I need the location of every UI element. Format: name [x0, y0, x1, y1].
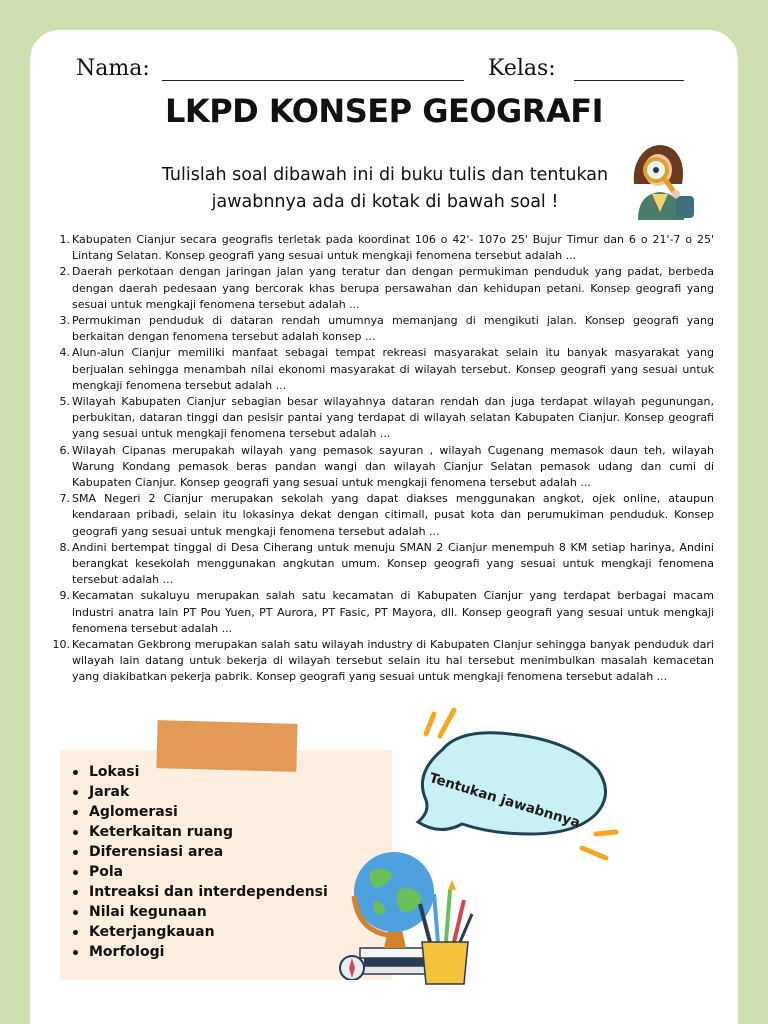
- question-number: 6.: [59, 443, 70, 457]
- question-item: [59, 540, 714, 589]
- question-list: [52, 232, 714, 686]
- answer-list: [72, 762, 328, 962]
- question-text: Wilayah Cipanas merupakah wilayah yang pemasok sayuran , wilayah Cugenang memasok daun teh, wilayah Warung Kondang pemasok beras pandan wangi dan wilayah Cianjur Selatan pemasok udang dan cumi di Kabupaten Cianjur. Konsep geografi yang sesuai untuk mengkaji fenomena tersebut adalah ...: [72, 443, 714, 490]
- bubble-text: Tentukan jawabnnya: [427, 770, 582, 832]
- question-number: 7.: [59, 492, 70, 506]
- question-number: 1.: [59, 233, 70, 246]
- question-text: Kabupaten Cianjur secara geografis terletak pada koordinat 106 o 42'- 107o 25' Bujur Timur dan 6 o 21'-7 o 25' Lintang Selatan. Konsep geografi yang sesuai untuk mengkaji fenomena tersebut adalah ...: [72, 233, 714, 263]
- question-number: 4.: [59, 346, 70, 360]
- question-text: SMA Negeri 2 Cianjur merupakan sekolah yang dapat diakses menggunakan angkot, ojek online, ataupun kendaraan pribadi, selain itu lokasinya dekat dengan citimall, pusat kota dan perumukiman penduduk. Konsep geografi yang sesuai untuk mengkaji fenomena tersebut adalah ...: [72, 492, 714, 538]
- answer-option: Diferensiasi area: [72, 842, 328, 862]
- question-item: [59, 394, 714, 443]
- question-text: Kecamatan Gekbrong merupakan salah satu wilayah industry di Kabupaten Cianjur sehingga banyak penduduk dari wilayah lain datang untuk bekerja di wilayah tersebut selain itu hal tersebut menimbulkan masalah kemacetan yang diakibatkan pekerja pabrik. Konsep geografi yang sesuai untuk mengkaji fenomena tersebut adalah ...: [72, 638, 714, 684]
- answer-option: Keterkaitan ruang: [72, 822, 328, 842]
- answer-option: Intreaksi dan interdependensi: [72, 882, 328, 902]
- instruction-line-1: Tulislah soal dibawah ini di buku tulis dan tentukan: [161, 165, 609, 185]
- answer-option: Keterjangkauan: [72, 922, 328, 942]
- question-number: 9.: [59, 589, 70, 603]
- question-number: 3.: [59, 314, 70, 328]
- question-item: [59, 345, 714, 394]
- question-text: Andini bertempat tinggal di Desa Ciherang untuk menuju SMAN 2 Cianjur menempuh 8 KM setiap harinya, Andini berangkat kesekolah menggunakan angkutan umum. Konsep geografi yang sesuai untuk mengkaji fenomena tersebut adalah ...: [72, 540, 714, 587]
- question-text: Kecamatan sukaluyu merupakan salah satu kecamatan di Kabupaten Cianjur yang terdapat berbagai macam industri anatra lain PT Pou Yuen, PT Aurora, PT Fasic, PT Mayora, dll. Konsep geografi yang sesuai untuk mengkaji fenomena tersebut adalah ...: [72, 589, 714, 635]
- question-text: Permukiman penduduk di dataran rendah umumnya memanjang di mengikuti jalan. Konsep geografi yang berkaitan dengan fenomena tersebut adalah konsep ...: [72, 314, 714, 344]
- question-text: Alun-alun Cianjur memiliki manfaat sebagai tempat rekreasi masyarakat selain itu banyak masyarakat yang berjualan sehingga menambah nilai ekonomi masyarakat di wilayah tersebut. Konsep geografi yang sesuai untuk mengkaji fenomena tersebut adalah ...: [72, 346, 714, 392]
- nama-blank-line[interactable]: [162, 80, 464, 81]
- question-item: [59, 588, 714, 637]
- kelas-blank-line[interactable]: [574, 80, 684, 81]
- instruction-line-2: jawabnnya ada di kotak di bawah soal !: [211, 192, 559, 212]
- question-item: [59, 443, 714, 492]
- answer-option: Morfologi: [72, 942, 328, 962]
- answer-option: Lokasi: [72, 762, 328, 782]
- question-item: [59, 264, 714, 313]
- pencil-cup-illustration: [410, 880, 480, 990]
- nama-label: Nama:: [76, 56, 150, 81]
- answer-option: Aglomerasi: [72, 802, 328, 822]
- question-number: 8.: [59, 540, 70, 554]
- question-item: [59, 491, 714, 540]
- question-item: [52, 637, 714, 686]
- question-text: Wilayah Kabupaten Cianjur sebagian besar wilayahnya dataran rendah dan juga terdapat wilayah pegunungan, perbukitan, dataran tinggi dan pesisir pantai yang terdapat di wilayah selatan Kabupaten Cianjur. Konsep geografi yang sesuai untuk mengkaji fenomena tersebut adalah ...: [72, 395, 714, 441]
- instruction-text: [110, 162, 660, 216]
- question-number: 2.: [59, 265, 70, 279]
- kelas-label: Kelas:: [488, 56, 556, 81]
- student-with-magnifier-illustration: [624, 132, 700, 222]
- question-item: [59, 232, 714, 264]
- question-item: [59, 313, 714, 345]
- question-number: 10.: [52, 638, 70, 652]
- question-number: 5.: [59, 395, 70, 409]
- answer-option: Jarak: [72, 782, 328, 802]
- answer-option: Nilai kegunaan: [72, 902, 328, 922]
- answer-option: Pola: [72, 862, 328, 882]
- page-title: LKPD KONSEP GEOGRAFI: [165, 92, 603, 130]
- question-text: Daerah perkotaan dengan jaringan jalan yang teratur dan dengan permukiman penduduk yang padat, berbeda dengan daerah pedesaan yang bercorak khas berupa persawahan dan kehidupan petani. Konsep geografi yang sesuai untuk mengkaji fenomena tersebut adalah ...: [72, 265, 714, 311]
- name-class-row: [76, 52, 696, 88]
